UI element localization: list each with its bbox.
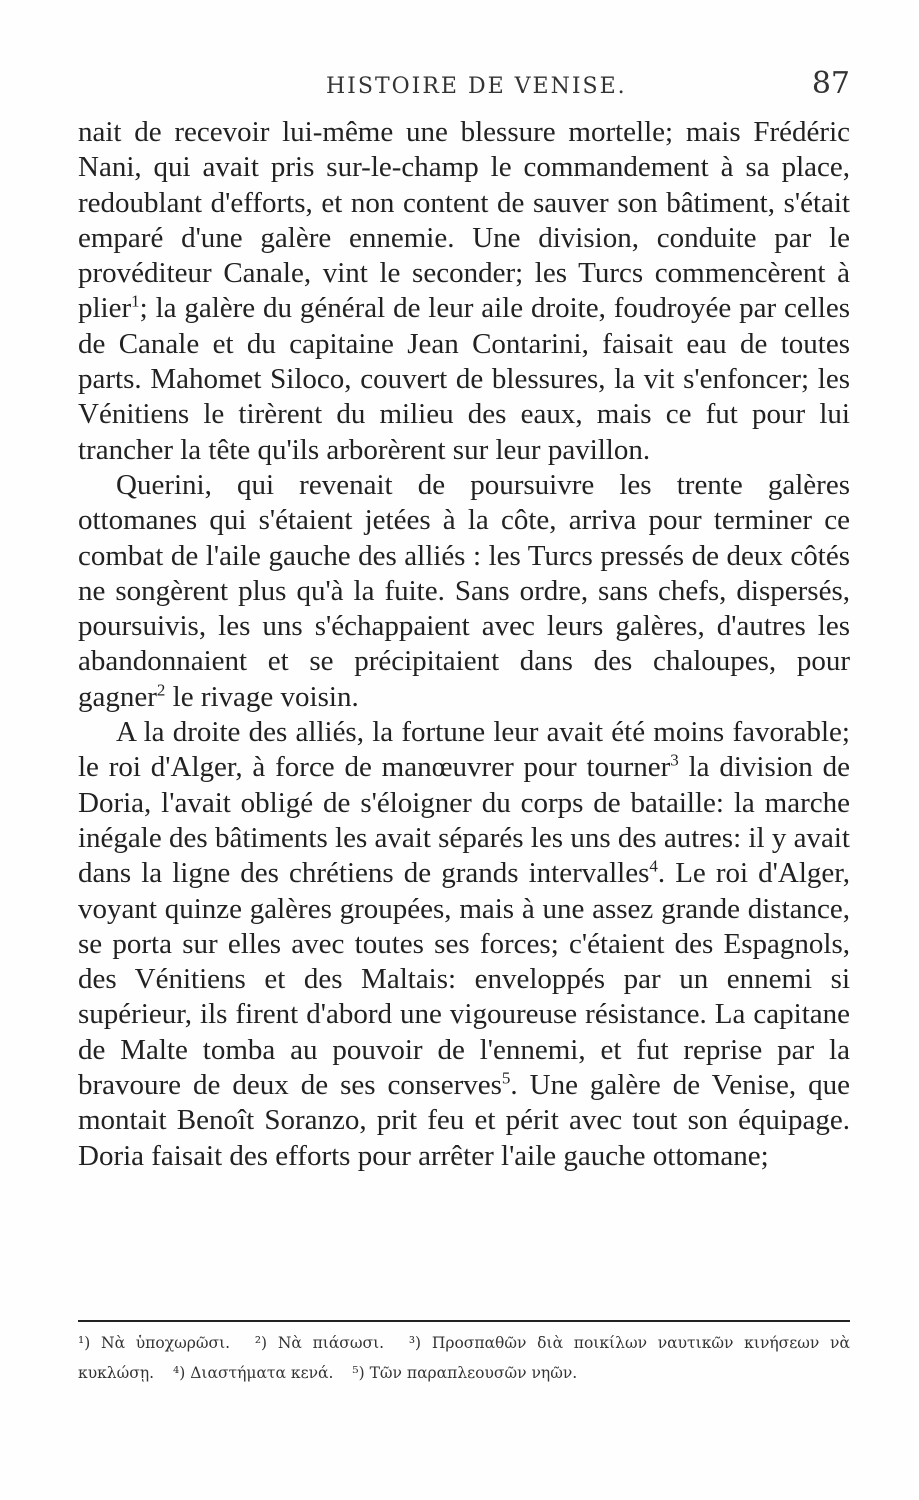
footnote-5 (352, 1364, 577, 1382)
paragraph-2-text-b: le rivage voisin. (165, 680, 359, 713)
body-text (78, 115, 850, 1174)
footnote-5-text: Τῶν παραπλεουσῶν νηῶν. (369, 1364, 578, 1382)
footnote-5-marker: ⁵) (352, 1364, 365, 1382)
paragraph-1 (78, 115, 850, 468)
paragraph-3-text-c: . Le roi d'Alger, voyant quinze galères groupées, mais à une assez grande distance, se porta sur elles avec toutes ses forces; c'étaient des Espagnols, des Vénitiens et des Maltais: enveloppés par un ennemi si supérieur, ils firent d'abord une vigoureuse résistance. La capitane de Malte tomba au pouvoir de l'ennemi, et fut reprise par la bravoure de deux de ses conserves (78, 857, 850, 1102)
footnote-4-text: Διαστήματα κενά. (190, 1364, 334, 1382)
running-head (78, 66, 850, 110)
footnote-ref-2: 2 (156, 680, 166, 700)
page-number: 87 (811, 66, 850, 101)
paragraph-2 (78, 468, 850, 715)
footnote-2-marker: ²) (254, 1334, 268, 1352)
footnote-4 (173, 1364, 333, 1382)
footnote-2-text: Νὰ πιάσωσι. (277, 1334, 385, 1352)
footnote-ref-1: 1 (131, 291, 140, 311)
paragraph-3 (78, 715, 850, 1174)
footnote-1-marker: ¹) (78, 1334, 91, 1352)
footnotes (78, 1328, 850, 1388)
paragraph-2-text-a: Querini, qui revenait de poursuivre les trente galères ottomanes qui s'étaient jetées à la côte, arriva pour terminer ce combat de l'aile gauche des alliés : les Turcs pressés de deux côtés ne songèrent plus qu'à la fuite. Sans ordre, sans chefs, dispersés, poursuivis, les uns s'échappaient avec leurs galères, d'autres les abandonnaient et se précipitaient dans des chaloupes, pour gagner (78, 468, 850, 713)
footnote-2 (255, 1334, 384, 1352)
footnote-ref-4: 4 (649, 856, 658, 876)
paragraph-3-text-b: la division de Doria, l'avait obligé de s'éloigner du corps de bataille: la marche inégale des bâtiments les avait séparés les uns des autres: il y avait dans la ligne des chrétiens de grands intervalles (78, 751, 850, 890)
running-title: HISTOIRE DE VENISE. (326, 74, 627, 99)
footnote-3-marker: ³) (408, 1334, 422, 1352)
footnote-1-text: Νὰ ὑποχωρῶσι. (101, 1334, 231, 1352)
paragraph-1-text-b: ; la galère du général de leur aile droite, foudroyée par celles de Canale et du capitaine Jean Contarini, faisait eau de toutes parts. Mahomet Siloco, couvert de blessures, la vit s'enfoncer; les Vénitiens le tirèrent du milieu des eaux, mais ce fut pour lui trancher la tête qu'ils arborèrent sur leur pavillon. (78, 292, 850, 466)
footnote-divider (78, 1320, 850, 1322)
footnote-ref-5: 5 (501, 1068, 511, 1088)
paragraph-1-text-a: nait de recevoir lui-même une blessure mortelle; mais Frédéric Nani, qui avait pris sur-le-champ le commandement à sa place, redoublant d'efforts, et non content de sauver son bâtiment, s'était emparé d'une galère ennemie. Une division, conduite par le provéditeur Canale, vint le seconder; les Turcs commencèrent à plier (78, 116, 850, 325)
paragraph-3-text-a: A la droite des alliés, la fortune leur avait été moins favorable; le roi d'Alger, à force de manœuvrer pour tourner (78, 716, 850, 784)
paragraph-3-text-d: . Une galère de Venise, que montait Benoît Soranzo, prit feu et périt avec tout son équipage. Doria faisait des efforts pour arrêter l'aile gauche ottomane; (78, 1069, 850, 1172)
footnote-1 (78, 1334, 230, 1352)
footnote-4-marker: ⁴) (173, 1364, 186, 1382)
footnote-ref-3: 3 (670, 750, 679, 770)
footnote-3-text: Προσπαθῶν διὰ ποικίλων ναυτικῶν κινήσεων νὰ κυκλώσῃ. (78, 1334, 850, 1382)
